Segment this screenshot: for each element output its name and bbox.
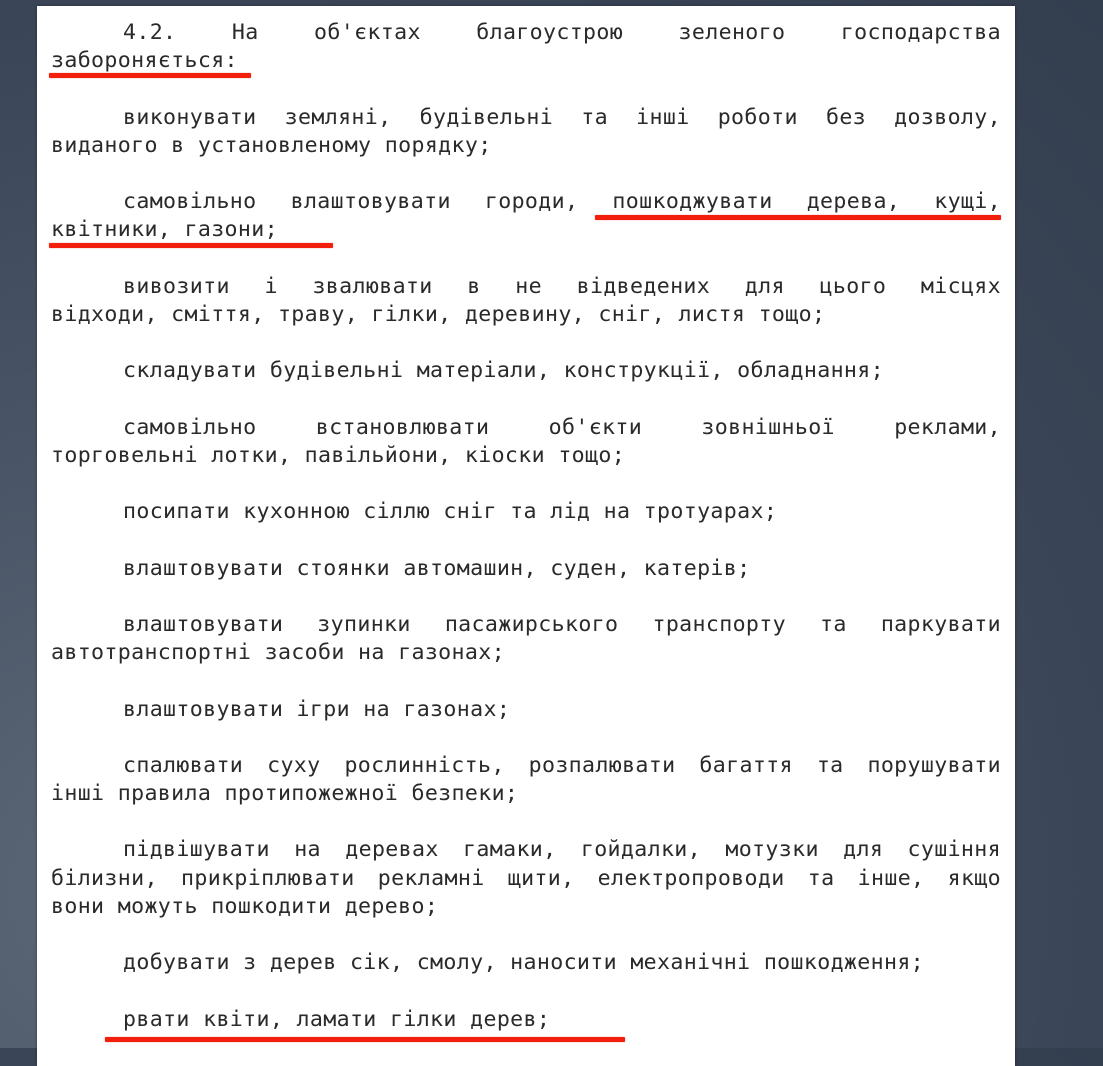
intro-line-2 [51, 47, 1001, 75]
item-line: виконувати землянi, будiвельнi та iншi роботи без дозволу, [123, 104, 1001, 130]
item-line: влаштовувати зупинки пасажирського транспорту та паркувати [123, 611, 1001, 637]
list-item [51, 949, 1001, 977]
item-line: iншi правила протипожежної безпеки; [51, 781, 519, 807]
list-item [51, 357, 1001, 385]
list-item [51, 696, 1001, 724]
document-page [37, 6, 1015, 1066]
item-line: вивозити i звалювати в не вiдведених для цього мiсцях [123, 273, 1001, 299]
list-item [51, 836, 1001, 921]
red-underline-flowerbeds [49, 243, 333, 248]
item-line: вони можуть пошкодити дерево; [51, 893, 439, 919]
item-line: самовiльно встановлювати об'єкти зовнiшньої реклами, [123, 414, 1001, 440]
item-line: влаштовувати iгри на газонах; [123, 696, 511, 722]
list-item [51, 555, 1001, 583]
list-item [51, 104, 1001, 160]
list-item [51, 752, 1001, 808]
item-line: спалювати суху рослиннiсть, розпалювати багаття та порушувати [123, 752, 1001, 778]
list-item-highlighted [51, 1006, 1001, 1034]
item-line: бiлизни, прикрiплювати рекламнi щити, електропроводи та iнше, якщо [51, 865, 1001, 891]
item-line: торговельнi лотки, павiльйони, кiоски тощо; [51, 442, 626, 468]
item-line: квiтники, газони; [51, 217, 278, 243]
forbidden-keyword: забороняється: [51, 48, 238, 74]
list-item [51, 498, 1001, 526]
document-text [51, 19, 1001, 1062]
list-item [51, 414, 1001, 470]
item-line: вiдходи, смiття, траву, гiлки, деревину, снiг, листя тощо; [51, 301, 826, 327]
item-line: виданого в установленому порядку; [51, 132, 492, 158]
list-item [51, 273, 1001, 329]
item-line: посипати кухонною сiллю снiг та лiд на тротуарах; [123, 499, 778, 525]
item-line: самовiльно влаштовувати городи, пошкоджувати дерева, кущi, [123, 189, 1001, 215]
item-line: влаштовувати стоянки автомашин, суден, катерiв; [123, 555, 751, 581]
item-line: автотранспортнi засоби на газонах; [51, 640, 505, 666]
item-line: пiдвiшувати на деревах гамаки, гойдалки, мотузки для сушiння [123, 837, 1001, 863]
list-item [51, 611, 1001, 667]
item-line: рвати квiти, ламати гiлки дерев; [123, 1006, 551, 1032]
intro-line-1: 4.2. На об'єктах благоустрою зеленого господарства [123, 20, 1001, 45]
intro-paragraph [51, 19, 1001, 75]
item-line: добувати з дерев сiк, смолу, наносити механiчнi пошкодження; [123, 950, 925, 976]
red-underline-damage-trees [595, 215, 1001, 220]
item-line: складувати будiвельнi матерiали, конструкцiї, обладнання; [123, 358, 884, 384]
red-underline-pick-flowers [105, 1037, 625, 1042]
red-underline-forbidden [49, 73, 251, 78]
